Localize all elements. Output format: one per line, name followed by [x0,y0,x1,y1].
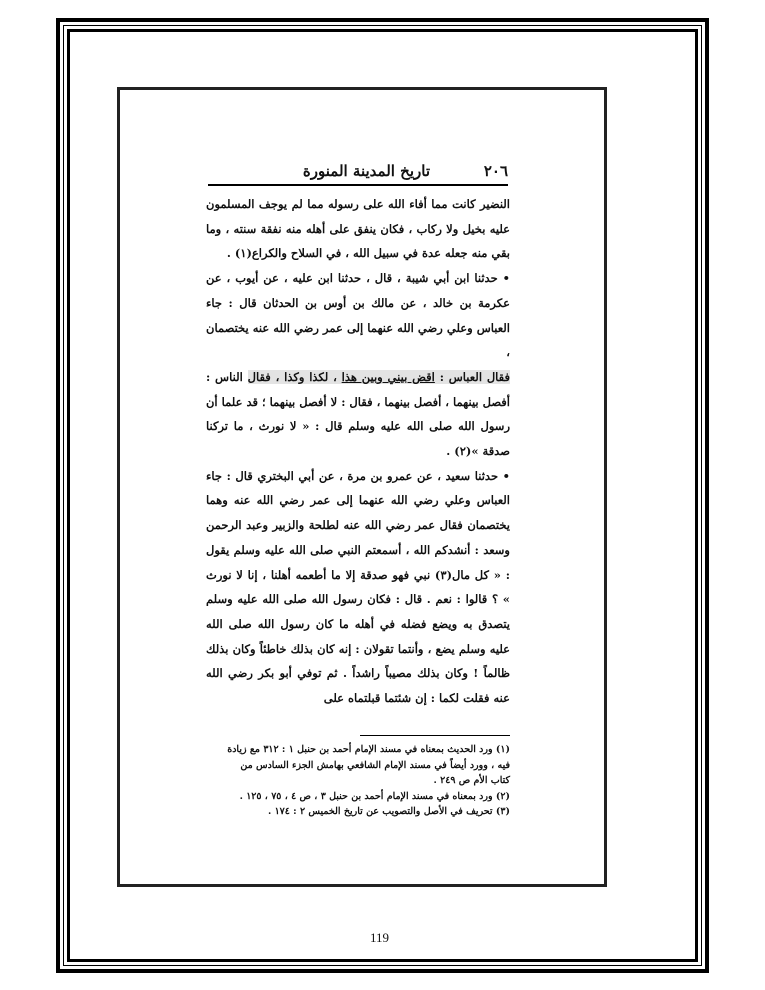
header-page-number: ٢٠٦ [483,162,508,180]
paragraph: الناس : أفصل بينهما ، أفصل بينهما ، فقال : لا أفصل بينهما ؛ قد علما أن رسول الله صلى الله عليه وسلم قال : « لا نورث ، ما تركنا صدقة »(٢) . [205,369,510,459]
paragraph: • حدثنا سعيد ، عن عمرو بن مرة ، عن أبي البختري قال : جاء العباس وعلي رضي الله عنهما إلى عمر رضي الله عنه وهما يختصمان فقال عمر رضي الله عنه لطلحة والزبير وعبد الرحمن وسعد : أنشدكم الله ، أسمعتم النبي صلى الله عليه وسلم يقول : « كل مال(٣) نبي فهو صدقة إلا ما أطعمه أهلنا ، إنا لا نورث » ؟ قالوا : نعم . قال : فكان رسول الله صلى الله عليه وسلم يتصدق به ويضع فضله في أهله ما كان رسول الله صلى الله عليه وسلم يضع ، وأنتما تقولان : إنه كان بذلك خاطئاً وكان بذلك ظالماً ! وكان بذلك مصيباً راشداً . ثم توفي أبو بكر رضي الله عنه فقلت لكما : إن شئتما قبلتماه على [206,468,510,706]
scanned-page [117,87,607,887]
footnotes [218,742,510,820]
highlight-after: ، لكذا وكذا ، فقال [247,369,342,384]
highlighted-line [206,365,510,464]
footnote: (٢) ورد بمعناه في مسند الإمام أحمد بن حنبل ٣ ، ص ٤ ، ٧٥ ، ١٢٥ . [239,790,510,802]
paragraph: • حدثنا ابن أبي شيبة ، قال ، حدثنا ابن عليه ، عن أيوب ، عن عكرمة بن خالد ، عن مالك بن أوس بن الحدثان قال : جاء العباس وعلي رضي الله عنهما إلى عمر رضي الله عنه يختصمان ، [206,271,510,360]
body-text [206,192,510,711]
highlight-before: فقال العباس : [434,369,510,384]
page-number: 119 [370,930,390,945]
running-header [208,162,508,186]
header-rule [208,184,508,186]
footnote: (٣) تحريف في الأصل والتصويب عن تاريخ الخميس ٢ : ١٧٤ . [267,806,510,817]
paragraph: النضير كانت مما أفاء الله على رسوله مما لم يوجف المسلمون عليه بخيل ولا ركاب ، فكان ينفق على أهله منه نفقة سنته ، وما بقي منه جعله عدة في سبيل الله ، في السلاح والكراع(١) . [206,197,510,261]
footnote: (١) ورد الحديث بمعناه في مسند الإمام أحمد بن حنبل ١ : ٣١٢ مع زيادة فيه ، وورد أيضاً في مسند الإمام الشافعي بهامش الجزء السادس من كتاب الأم ص ٢٤٩ . [227,744,510,786]
header-title: تاريخ المدينة المنورة [302,162,430,180]
highlight-underlined: اقض بيني وبين هذا [341,369,435,384]
footnote-rule [360,735,510,736]
